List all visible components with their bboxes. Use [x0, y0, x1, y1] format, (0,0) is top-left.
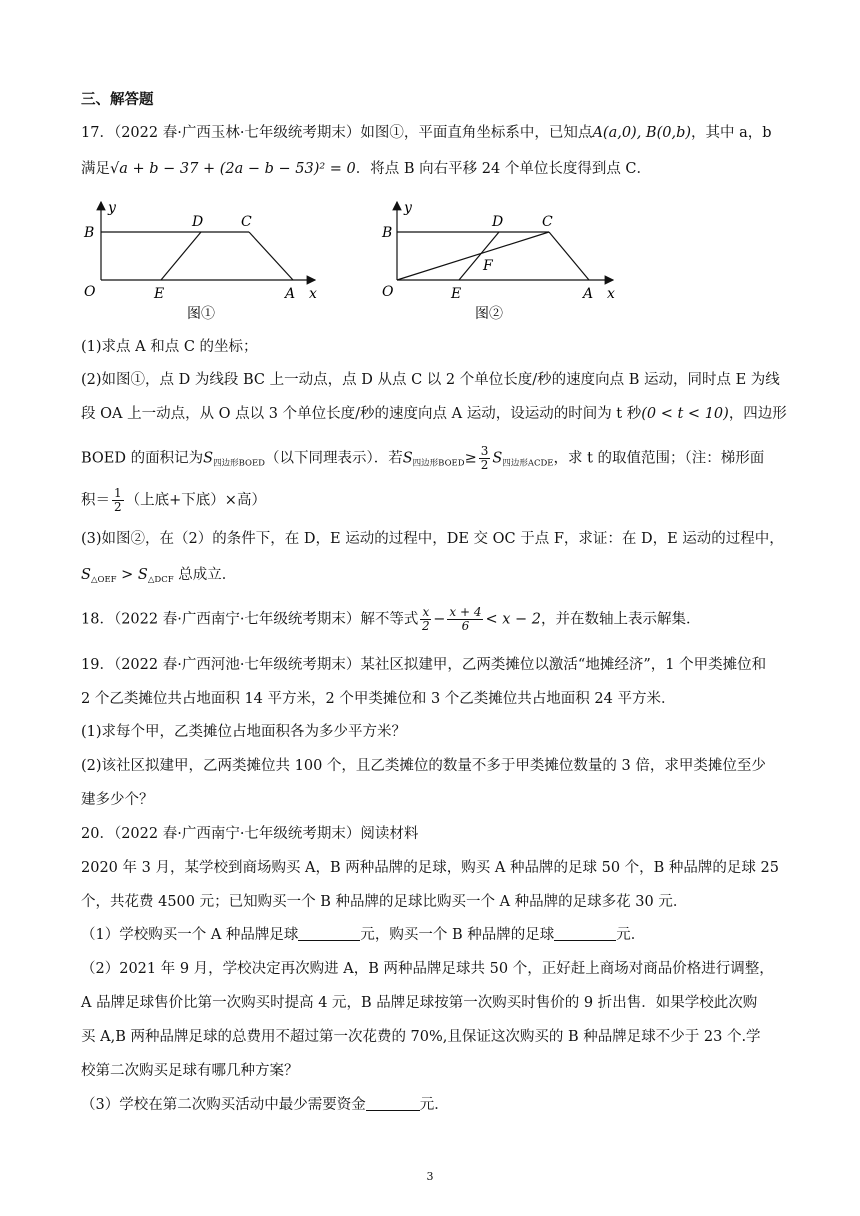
q17-time-range: (0 < t < 10) — [641, 406, 729, 422]
fig2-caption: 图② — [475, 306, 503, 322]
q20-heading: 20．（2022 春·广西南宁·七年级统考期末）阅读材料 — [81, 826, 419, 842]
fig2-label-a: A — [583, 286, 594, 302]
q17-area-subscript: △OEF — [90, 575, 117, 585]
fig1-label-y: y — [108, 200, 116, 216]
q20-part-3 — [81, 1095, 781, 1115]
q20-line-1: 2020 年 3 月，某学校到商场购买 A，B 两种品牌的足球，购买 A 种品牌的足球 50 个，B 种品牌的足球 25 — [81, 860, 779, 876]
q17-part-2-line-2 — [81, 404, 787, 424]
q17-text: 段 OA 上一动点，从 O 点以 3 个单位长度/秒的速度向点 A 运动，设运动的时间为 t 秒 — [81, 406, 642, 422]
q17-part-3-line-2 — [81, 565, 781, 590]
q17-area-subscript: 四边形BOED — [412, 458, 465, 469]
fig2-label-x: x — [607, 286, 615, 302]
q17-area-symbol: S — [203, 450, 214, 467]
q18-text: ，并在数轴上表示解集． — [541, 611, 701, 628]
q19-line-1: 19．（2022 春·广西河池·七年级统考期末）某社区拟建甲，乙两类摊位以激活“地摊经济”，1 个甲类摊位和 — [81, 657, 767, 673]
q17-text: ，求 t 的取值范围；（注：梯形面 — [553, 450, 765, 467]
q17-line-1 — [81, 123, 781, 143]
fig2-label-b: B — [382, 225, 393, 241]
q17-part-2-line-1: (2)如图①，点 D 为线段 BC 上一动点，点 D 从点 C 以 2 个单位长度/秒的速度向点 B 运动，同时点 E 为线 — [81, 372, 780, 388]
fig1-label-b: B — [84, 225, 95, 241]
q18-relation: < x − 2 — [485, 611, 541, 628]
q18-text: 18．（2022 春·广西南宁·七年级统考期末）解不等式 — [81, 611, 419, 628]
q17-fraction-three-halves: $\frac{3}{2}$ — [480, 444, 489, 472]
q20-line-2: 个，共花费 4500 元；已知购买一个 B 种品牌的足球比购买一个 A 种品牌的足球多花 30 元． — [81, 894, 688, 910]
q17-relation: ≥ — [464, 450, 477, 467]
q17-area-subscript: 四边形ACDE — [502, 458, 554, 469]
figure-1 — [81, 196, 331, 324]
q17-line-2 — [81, 159, 781, 179]
q19-part-1: (1)求每个甲，乙类摊位占地面积各为多少平方米？ — [81, 724, 407, 740]
page-number: 3 — [426, 1170, 434, 1183]
q17-text: 满足 — [81, 161, 110, 177]
q20-text: （3）学校在第二次购买活动中最少需要资金 — [81, 1097, 366, 1113]
q20-part-1 — [81, 925, 781, 945]
fig2-label-f: F — [483, 258, 493, 274]
q17-area-symbol: > S — [116, 567, 148, 583]
q20-text: 元，购买一个 B 种品牌的足球 — [360, 927, 555, 943]
q17-area-symbol: S — [81, 567, 91, 583]
fig1-label-a: A — [285, 286, 296, 302]
q17-points: A(a,0), B(0,b) — [592, 125, 692, 141]
q17-area-subscript: △DCF — [147, 575, 174, 585]
q20-part-2-line-3: 买 A,B 两种品牌足球的总费用不超过第一次花费的 70%,且保证这次购买的 B 种品牌足球不少于 23 个.学 — [81, 1029, 761, 1045]
fig2-label-o: O — [382, 284, 394, 300]
q17-part-2-line-4 — [81, 487, 781, 514]
answer-blank[interactable] — [366, 1096, 420, 1111]
q17-text: 总成立． — [173, 567, 237, 583]
q17-text: （以下同理表示）．若 — [264, 450, 403, 467]
fig1-label-d: D — [192, 214, 204, 230]
fig1-caption: 图① — [187, 306, 215, 322]
fig1-label-c: C — [241, 214, 252, 230]
q20-part-2-line-1: （2）2021 年 9 月，学校决定再次购进 A，B 两种品牌足球共 50 个，正好赶上商场对商品价格进行调整， — [81, 961, 774, 977]
figure-2 — [379, 196, 629, 324]
q18-fraction-2: $\frac{x + 4}{6}$ — [449, 605, 482, 633]
fig2-label-c: C — [542, 214, 553, 230]
q19-part-2-line-2: 建多少个？ — [81, 792, 154, 808]
q17-text: 积＝ — [81, 492, 110, 509]
fig2-label-y: y — [404, 200, 412, 216]
q17-equation: √a + b − 37 + (2a − b − 53)² = 0 — [110, 161, 356, 177]
q20-text: 元． — [419, 1097, 449, 1113]
q17-part-2-line-3 — [81, 445, 781, 474]
q17-area-symbol: S — [492, 450, 503, 467]
q17-part-3-line-1: (3)如图②，在（2）的条件下，在 D，E 运动的过程中，DE 交 OC 于点 F，求证：在 D，E 运动的过程中， — [81, 531, 784, 547]
q17-area-symbol: S — [402, 450, 413, 467]
q17-area-subscript: 四边形BOED — [213, 458, 265, 469]
q18-line — [81, 606, 781, 633]
q17-part-1: (1)求点 A 和点 C 的坐标； — [81, 339, 258, 355]
fig2-label-d: D — [492, 214, 504, 230]
q20-text: （1）学校购买一个 A 种品牌足球 — [81, 927, 299, 943]
fig1-label-o: O — [84, 284, 96, 300]
q17-text: ，其中 a，b — [691, 125, 772, 141]
q17-text: 17．（2022 春·广西玉林·七年级统考期末）如图①，平面直角坐标系中，已知点 — [81, 125, 593, 141]
q17-text: （上底+下底）×高） — [125, 492, 266, 509]
fig2-label-e: E — [451, 286, 462, 302]
q18-minus: − — [433, 611, 446, 628]
q20-part-2-line-2: A 品牌足球售价比第一次购买时提高 4 元，B 品牌足球按第一次购买时售价的 9 折出售．如果学校此次购 — [81, 995, 758, 1011]
q17-fraction-half: $\frac{1}{2}$ — [114, 486, 122, 514]
q20-part-2-line-4: 校第二次购买足球有哪几种方案？ — [81, 1063, 299, 1079]
answer-blank[interactable] — [554, 926, 616, 941]
q18-fraction-1: $\frac{x}{2}$ — [422, 605, 430, 633]
fig1-label-x: x — [309, 286, 317, 302]
q19-line-2: 2 个乙类摊位共占地面积 14 平方米，2 个甲类摊位和 3 个乙类摊位共占地面积 24 平方米． — [81, 691, 676, 707]
answer-blank[interactable] — [298, 926, 360, 941]
q17-text: ．将点 B 向右平移 24 个单位长度得到点 C． — [355, 161, 652, 177]
q19-part-2-line-1: (2)该社区拟建甲，乙两类摊位共 100 个，且乙类摊位的数量不多于甲类摊位数量的 3 倍，求甲类摊位至少 — [81, 758, 766, 774]
fig1-label-e: E — [154, 286, 165, 302]
q20-text: 元． — [616, 927, 646, 943]
q17-text: BOED 的面积记为 — [81, 450, 204, 467]
section-title: 三、解答题 — [81, 91, 154, 108]
q17-text: ，四边形 — [728, 406, 787, 422]
